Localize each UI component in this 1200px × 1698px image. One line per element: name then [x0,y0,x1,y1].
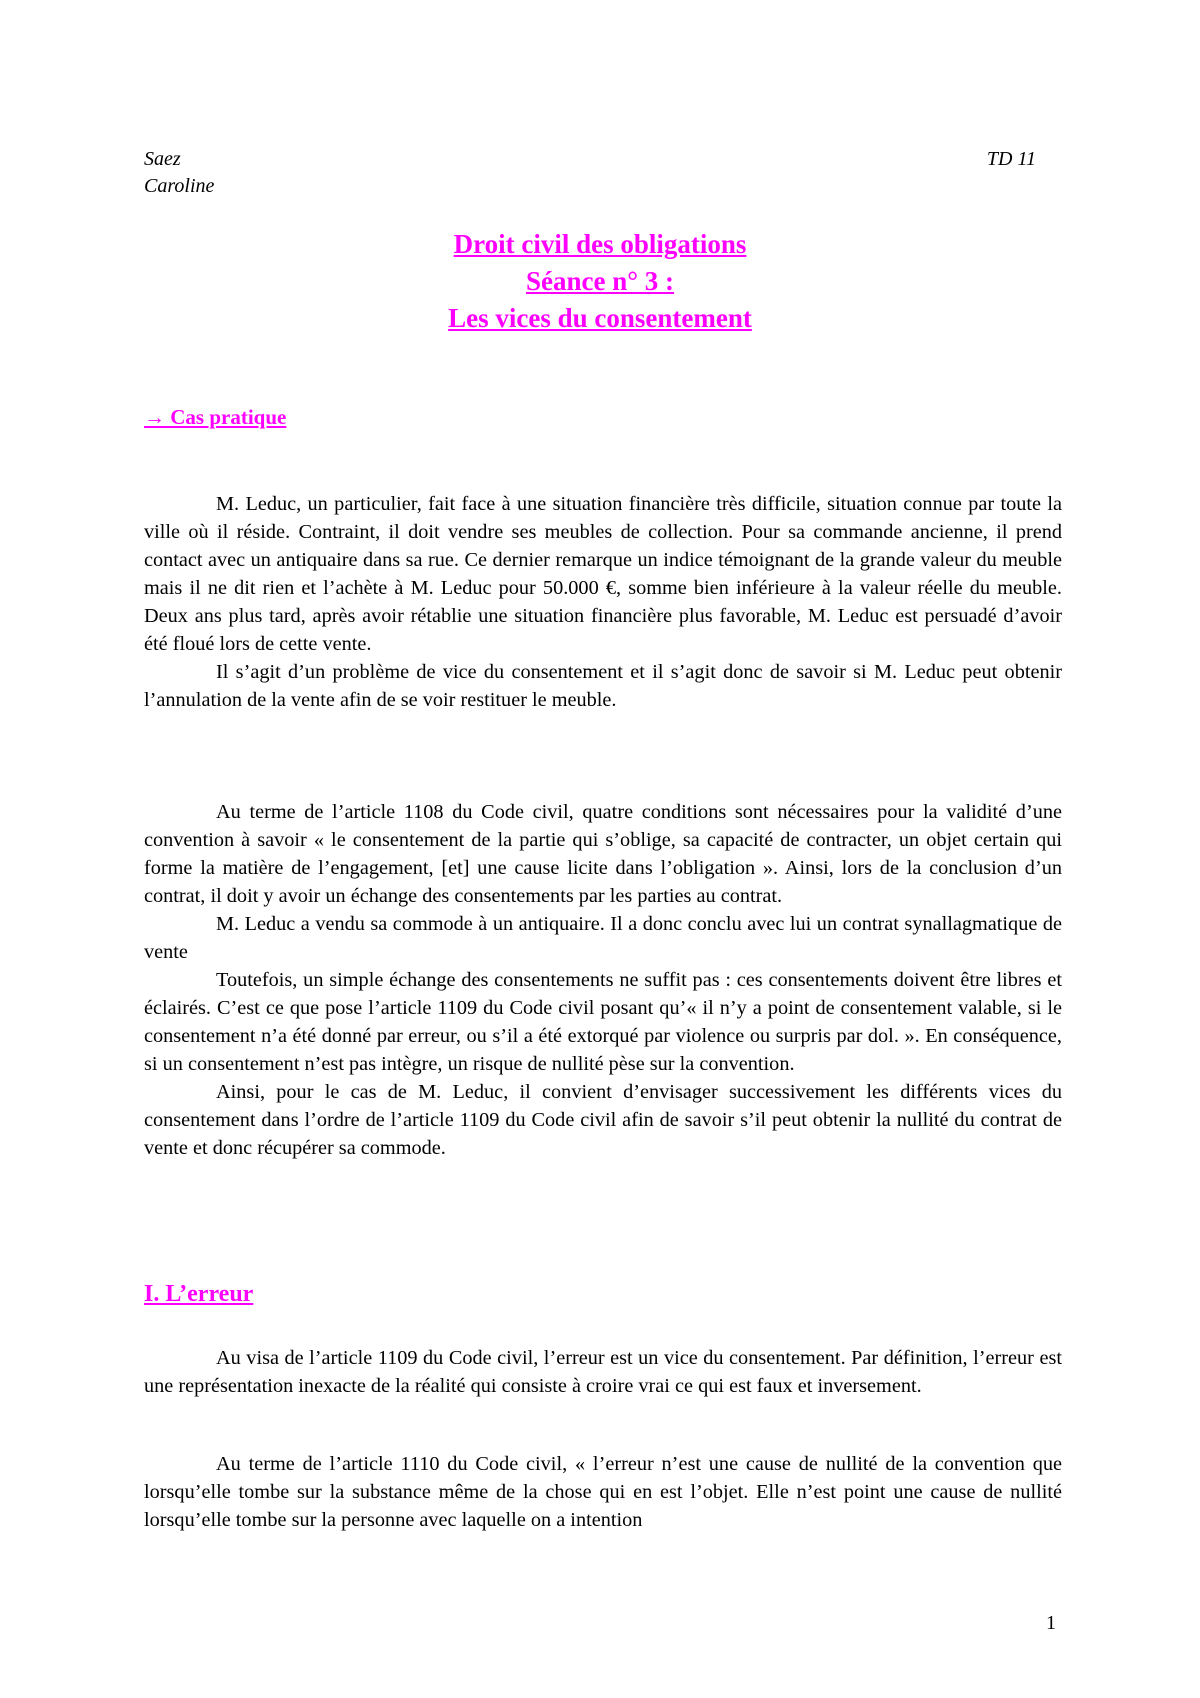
introduction-text [144,798,1062,1162]
document-title [144,226,1056,337]
paragraph: Il s’agit d’un problème de vice du consentement et il s’agit donc de savoir si M. Leduc peut obtenir l’annulation de la vente afin de se voir restituer le meuble. [144,661,1062,711]
paragraph: Au terme de l’article 1110 du Code civil, « l’erreur n’est une cause de nullité de la convention que lorsqu’elle tombe sur la substance même de la chose qui en est l’objet. Elle n’est point une cause de nullité lorsqu’elle tombe sur la personne avec laquelle on a intention [144,1453,1062,1531]
section1-text-article1110 [144,1450,1062,1534]
paragraph: Toutefois, un simple échange des consentements ne suffit pas : ces consentements doivent être libres et éclairés. C’est ce que pose l’article 1109 du Code civil posant qu’« il n’y a point de consentement valable, si le consentement n’a été donné par erreur, ou s’il a été extorqué par violence ou surpris par dol. ». En conséquence, si un consentement n’est pas intègre, un risque de nullité pèse sur la convention. [144,969,1062,1075]
paragraph: Au terme de l’article 1108 du Code civil, quatre conditions sont nécessaires pour la validité d’une convention à savoir « le consentement de la partie qui s’oblige, sa capacité de contracter, un objet certain qui forme la matière de l’engagement, [et] une cause licite dans l’obligation ». Ainsi, lors de la conclusion d’un contrat, il doit y avoir un échange des consentements par les parties au contrat. [144,801,1062,907]
cas-pratique-heading: → Cas pratique [144,405,287,429]
section-heading-erreur: I. L’erreur [144,1281,254,1307]
paragraph: M. Leduc a vendu sa commode à un antiquaire. Il a donc conclu avec lui un contrat synallagmatique de vente [144,913,1062,963]
section1-text-definition [144,1344,1062,1400]
paragraph: Au visa de l’article 1109 du Code civil, l’erreur est un vice du consentement. Par définition, l’erreur est une représentation inexacte de la réalité qui consiste à croire vrai ce qui est faux et inversement. [144,1347,1062,1397]
paragraph: M. Leduc, un particulier, fait face à une situation financière très difficile, situation connue par toute la ville où il réside. Contraint, il doit vendre ses meubles de collection. Pour sa commande ancienne, il prend contact avec un antiquaire dans sa rue. Ce dernier remarque un indice témoignant de la grande valeur du meuble mais il ne dit rien et l’achète à M. Leduc pour 50.000 €, somme bien inférieure à la valeur réelle du meuble. Deux ans plus tard, après avoir rétablie une situation financière plus favorable, M. Leduc est persuadé d’avoir été floué lors de cette vente. [144,493,1062,655]
title-line-session: Séance n° 3 : [525,266,675,296]
author-firstname: Caroline [144,175,215,197]
author-header [144,146,214,200]
paragraph: Ainsi, pour le cas de M. Leduc, il convient d’envisager successivement les différents vices du consentement dans l’ordre de l’article 1109 du Code civil afin de savoir s’il peut obtenir la nullité du contrat de vente et donc récupérer sa commode. [144,1081,1062,1159]
title-line-topic: Les vices du consentement [448,303,752,333]
page-number: 1 [1046,1612,1056,1634]
td-label: TD 11 [986,148,1036,170]
author-surname: Saez [144,148,181,170]
title-line-course: Droit civil des obligations [453,229,747,259]
cas-pratique-text [144,490,1062,714]
